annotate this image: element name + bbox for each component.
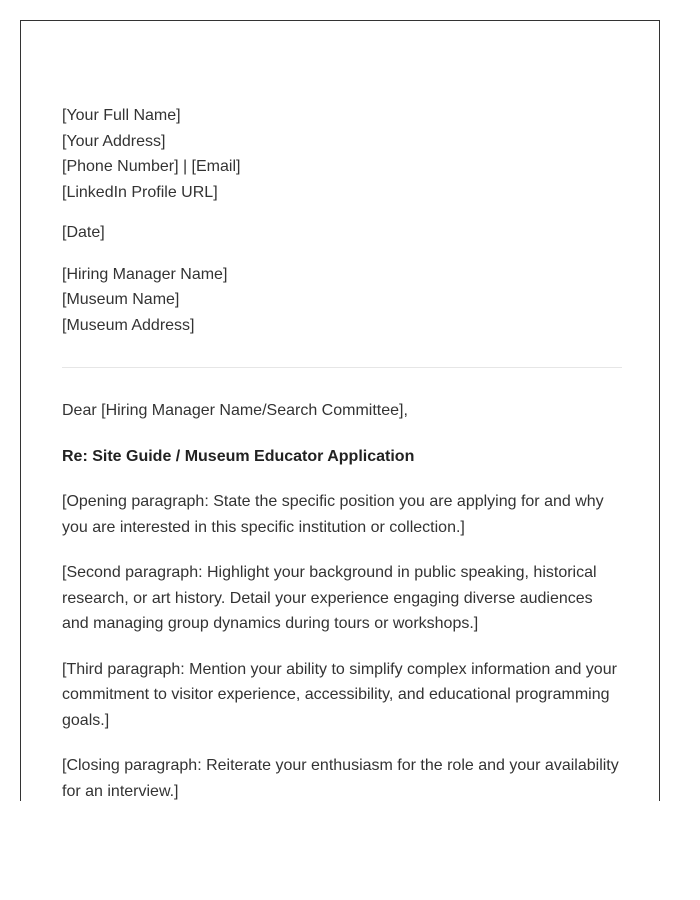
sender-linkedin: [LinkedIn Profile URL] bbox=[62, 183, 218, 201]
sender-full-name: [Your Full Name] bbox=[62, 107, 181, 124]
date-block bbox=[62, 220, 622, 246]
opening-paragraph: [Opening paragraph: State the specific position you are applying for and why you are interested in this specific institution or collection.] bbox=[62, 493, 604, 536]
letter-page bbox=[20, 20, 660, 801]
subject-line: Re: Site Guide / Museum Educator Application bbox=[62, 447, 415, 465]
sender-address: [Your Address] bbox=[62, 132, 166, 150]
recipient-museum-name: [Museum Name] bbox=[62, 291, 180, 308]
letter-date: [Date] bbox=[62, 224, 105, 241]
sender-phone-email: [Phone Number] | [Email] bbox=[62, 158, 241, 175]
recipient-block bbox=[62, 262, 622, 339]
recipient-museum-address: [Museum Address] bbox=[62, 316, 195, 334]
third-paragraph: [Third paragraph: Mention your ability to simplify complex information and your commitment to visitor experience, accessibility, and educational programming goals.] bbox=[62, 660, 617, 729]
letter-content bbox=[62, 103, 622, 801]
recipient-manager-name: [Hiring Manager Name] bbox=[62, 265, 228, 283]
closing-paragraph: [Closing paragraph: Reiterate your enthusiasm for the role and your availability for an interview.] bbox=[62, 757, 619, 800]
salutation: Dear [Hiring Manager Name/Search Committee], bbox=[62, 402, 408, 419]
sender-block bbox=[62, 103, 622, 205]
second-paragraph: [Second paragraph: Highlight your background in public speaking, historical research, or art history. Detail your experience engaging diverse audiences and managing group dynamics during tours or workshops.] bbox=[62, 564, 597, 632]
divider bbox=[62, 367, 622, 368]
